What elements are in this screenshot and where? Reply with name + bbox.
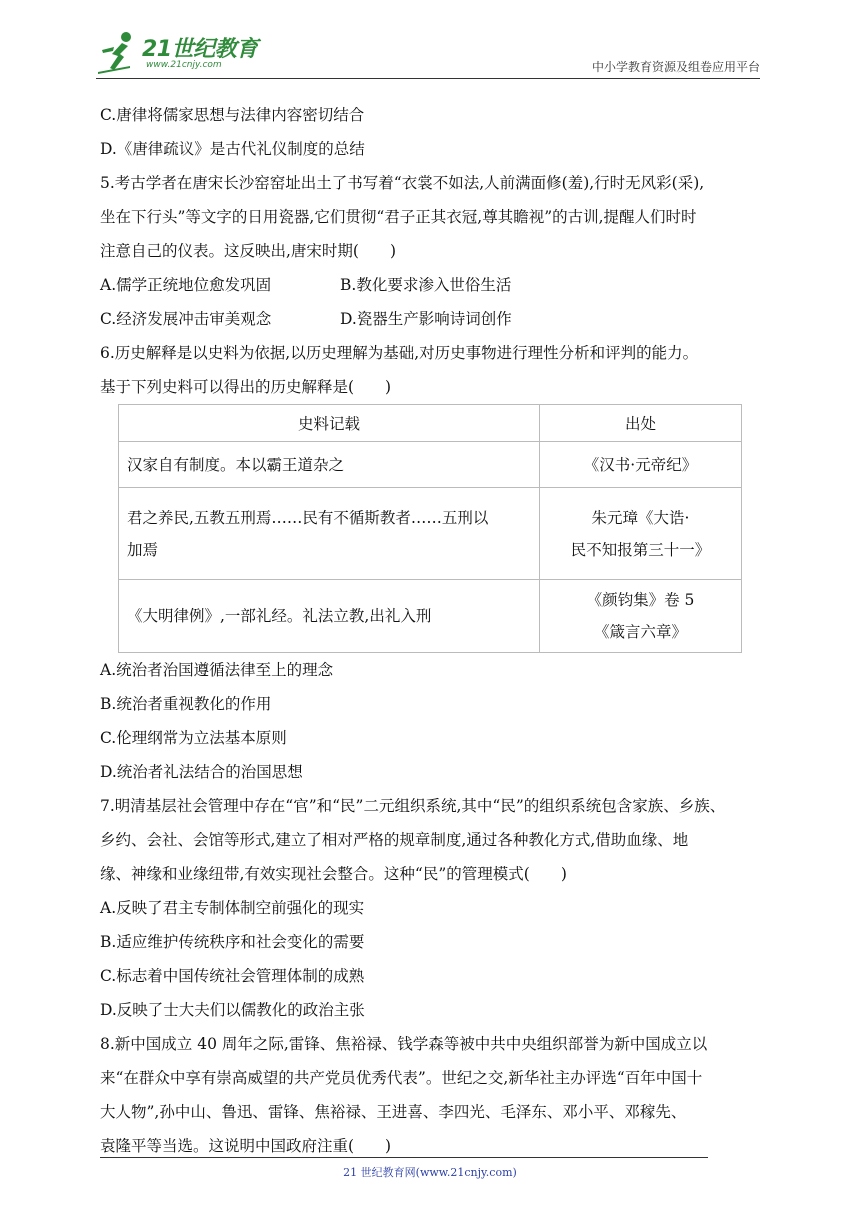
source-table bbox=[118, 404, 742, 653]
table-header-row bbox=[119, 405, 742, 442]
option-d: D.瓷器生产影响诗词创作 bbox=[340, 310, 512, 328]
option-a: A.反映了君主专制体制空前强化的现实 bbox=[100, 899, 365, 917]
text-line: 乡约、会社、会馆等形式,建立了相对严格的规章制度,通过各种教化方式,借助血缘、地 bbox=[100, 831, 689, 849]
table-cell-source: 《颜钧集》卷 5 《箴言六章》 bbox=[540, 580, 742, 653]
footer-link[interactable]: 21 世纪教育网(www.21cnjy.com) bbox=[343, 1166, 517, 1179]
footer-divider bbox=[100, 1157, 708, 1158]
question-7-stem: 7.明清基层社会管理中存在“官”和“民”二元组织系统,其中“民”的组织系统包含家族、乡族、 bbox=[100, 797, 726, 815]
table-cell-source: 朱元璋《大诰· 民不知报第三十一》 bbox=[540, 488, 742, 580]
table-cell-record: 汉家自有制度。本以霸王道杂之 bbox=[119, 442, 540, 488]
document-body bbox=[100, 98, 760, 1163]
runner-logo-icon bbox=[96, 30, 142, 76]
table-cell-record: 《大明律例》,一部礼经。礼法立教,出礼入刑 bbox=[119, 580, 540, 653]
option-b: B.适应维护传统秩序和社会变化的需要 bbox=[100, 933, 365, 951]
option-b: B.教化要求渗入世俗生活 bbox=[340, 276, 512, 294]
text-line: 坐在下行头”等文字的日用瓷器,它们贯彻“君子正其衣冠,尊其瞻视”的古训,提醒人们时时 bbox=[100, 208, 697, 226]
logo-url: www.21cnjy.com bbox=[146, 60, 222, 70]
table-row bbox=[119, 580, 742, 653]
q5-options-row bbox=[100, 302, 760, 336]
platform-name: 中小学教育资源及组卷应用平台 bbox=[591, 60, 760, 74]
question-8-stem: 8.新中国成立 40 周年之际,雷锋、焦裕禄、钱学森等被中共中央组织部誉为新中国成立以 bbox=[100, 1035, 708, 1053]
page-header bbox=[96, 30, 760, 80]
question-6-stem: 6.历史解释是以史料为依据,以历史理解为基础,对历史事物进行理性分析和评判的能力。 bbox=[100, 344, 699, 362]
column-header: 史料记载 bbox=[119, 405, 540, 442]
text-line: 缘、神缘和业缘纽带,有效实现社会整合。这种“民”的管理模式( ) bbox=[100, 865, 567, 883]
text-line: C.唐律将儒家思想与法律内容密切结合 bbox=[100, 106, 365, 124]
table-row bbox=[119, 442, 742, 488]
option-c: C.标志着中国传统社会管理体制的成熟 bbox=[100, 967, 365, 985]
column-header: 出处 bbox=[540, 405, 742, 442]
text-line: 来“在群众中享有崇高威望的共产党员优秀代表”。世纪之交,新华社主办评选“百年中国十 bbox=[100, 1069, 703, 1087]
q5-options-row bbox=[100, 268, 760, 302]
option-d: D.反映了士大夫们以儒教化的政治主张 bbox=[100, 1001, 365, 1019]
option-a: A.统治者治国遵循法律至上的理念 bbox=[100, 661, 334, 679]
table-cell-record: 君之养民,五教五刑焉……民有不循斯教者……五刑以 加焉 bbox=[119, 488, 540, 580]
logo-text: 21世纪教育 bbox=[142, 37, 258, 62]
option-a: A.儒学正统地位愈发巩固 bbox=[100, 276, 272, 294]
option-d: D.统治者礼法结合的治国思想 bbox=[100, 763, 303, 781]
text-line: 大人物”,孙中山、鲁迅、雷锋、焦裕禄、王进喜、李四光、毛泽东、邓小平、邓稼先、 bbox=[100, 1103, 687, 1121]
table-cell-source: 《汉书·元帝纪》 bbox=[540, 442, 742, 488]
text-line: 基于下列史料可以得出的历史解释是( ) bbox=[100, 378, 392, 396]
option-c: C.伦理纲常为立法基本原则 bbox=[100, 729, 287, 747]
question-5-stem: 5.考古学者在唐宋长沙窑窑址出土了书写着“衣裳不如法,人前满面修(羞),行时无风彩(采), bbox=[100, 174, 705, 192]
option-c: C.经济发展冲击审美观念 bbox=[100, 310, 272, 328]
text-line: D.《唐律疏议》是古代礼仪制度的总结 bbox=[100, 140, 365, 158]
text-line: 袁隆平等当选。这说明中国政府注重( ) bbox=[100, 1137, 392, 1155]
text-line: 注意自己的仪表。这反映出,唐宋时期( ) bbox=[100, 242, 397, 260]
table-row bbox=[119, 488, 742, 580]
option-b: B.统治者重视教化的作用 bbox=[100, 695, 272, 713]
site-logo[interactable] bbox=[96, 30, 266, 76]
header-divider bbox=[96, 78, 760, 79]
